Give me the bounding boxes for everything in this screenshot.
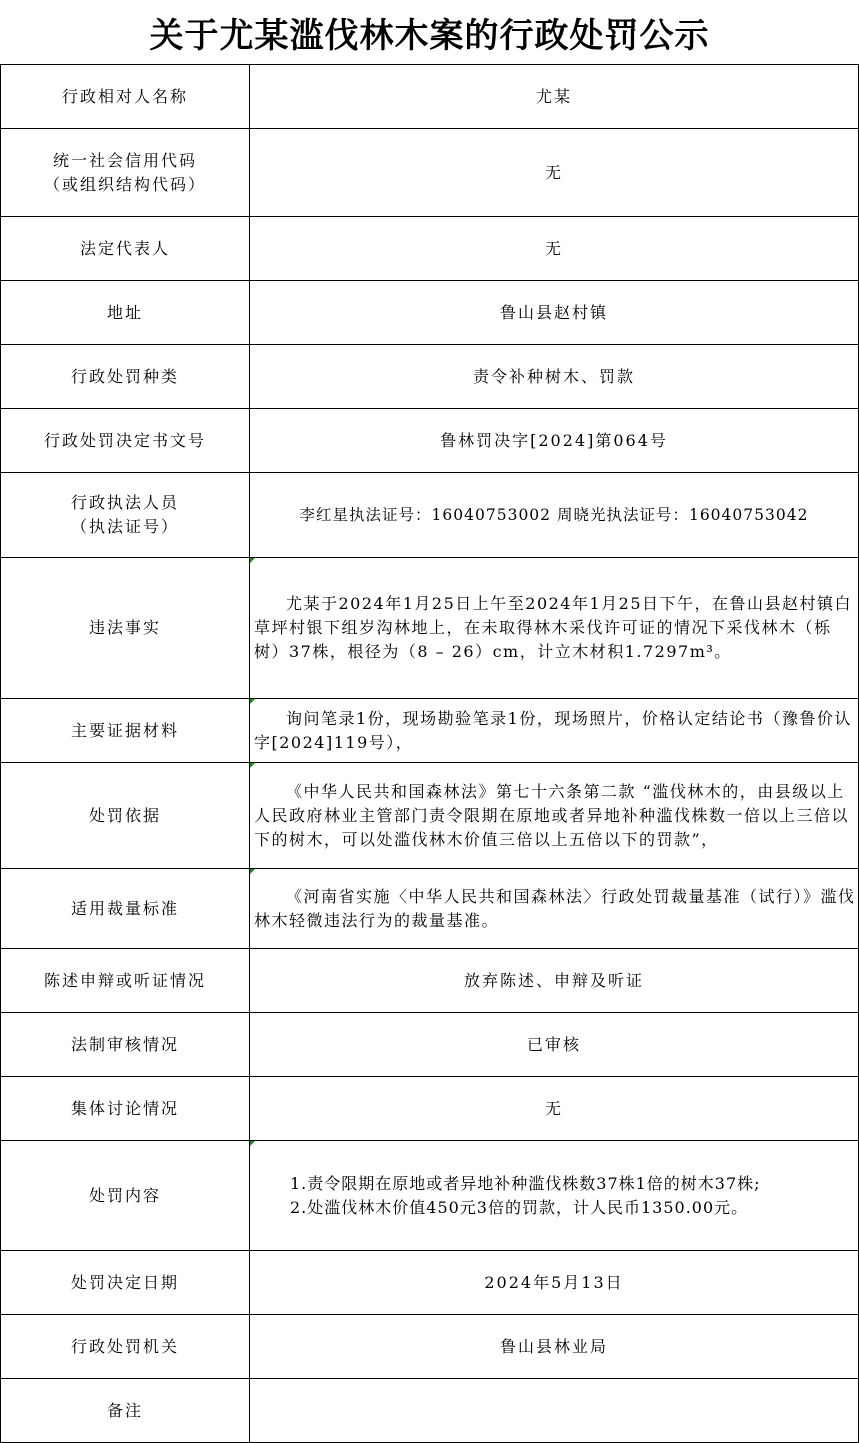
row-value: 责令补种树木、罚款 [250,345,859,409]
table-row [1,1251,859,1315]
row-label: 法定代表人 [1,217,250,281]
row-label-line: （执法证号） [70,517,179,536]
table-row [1,869,859,949]
row-value: 鲁山县赵村镇 [250,281,859,345]
row-value [250,1379,859,1443]
table-row [1,1379,859,1443]
table-row [1,1077,859,1141]
table-row [1,763,859,869]
row-label: 陈述申辩或听证情况 [1,949,250,1013]
row-value: 已审核 [250,1013,859,1077]
row-value: 询问笔录1份，现场勘验笔录1份，现场照片，价格认定结论书（豫鲁价认字[2024]119号）， [250,699,859,763]
row-label [1,129,250,217]
table-row [1,409,859,473]
row-label: 备注 [1,1379,250,1443]
row-value: 无 [250,1077,859,1141]
row-label: 处罚依据 [1,763,250,869]
row-label: 违法事实 [1,558,250,699]
row-value: 李红星执法证号：16040753002 周晓光执法证号：16040753042 [250,473,859,558]
table-row [1,1013,859,1077]
penalty-item: 2.处滥伐林木价值450元3倍的罚款，计人民币1350.00元。 [290,1197,749,1217]
row-label: 行政相对人名称 [1,65,250,129]
table-row [1,1315,859,1379]
row-label [1,473,250,558]
row-label: 适用裁量标准 [1,869,250,949]
row-value: 尤某于2024年1月25日上午至2024年1月25日下午，在鲁山县赵村镇白草坪村银下组岁沟林地上，在未取得林木采伐许可证的情况下采伐林木（栎树）37株，根径为（8 – 26）cm，计立木材积1.7297m³。 [250,558,859,699]
row-label-line: （或组织结构代码） [43,174,206,194]
row-label: 法制审核情况 [1,1013,250,1077]
table-row [1,699,859,763]
table-row [1,129,859,217]
row-label: 行政处罚决定书文号 [1,409,250,473]
row-label: 行政处罚机关 [1,1315,250,1379]
row-value: 放弃陈述、申辩及听证 [250,949,859,1013]
penalty-info-table [0,64,859,1443]
table-row [1,345,859,409]
row-value [250,1141,859,1251]
row-label: 处罚决定日期 [1,1251,250,1315]
row-value: 《中华人民共和国森林法》第七十六条第二款 “滥伐林木的，由县级以上人民政府林业主管部门责令限期在原地或者异地补种滥伐株数一倍以上三倍以下的树木，可以处滥伐林木价值三倍以上五倍以下的罚款”， [250,763,859,869]
table-row [1,217,859,281]
table-row [1,473,859,558]
table-row [1,281,859,345]
row-label-line: 行政执法人员 [70,493,179,512]
row-value: 尤某 [250,65,859,129]
row-label: 主要证据材料 [1,699,250,763]
row-value: 无 [250,217,859,281]
row-label: 地址 [1,281,250,345]
row-value: 《河南省实施〈中华人民共和国森林法〉行政处罚裁量基准（试行）》滥伐林木轻微违法行为的裁量基准。 [250,869,859,949]
page-title: 关于尤某滥伐林木案的行政处罚公示 [149,15,710,56]
row-value: 鲁山县林业局 [250,1315,859,1379]
row-label: 处罚内容 [1,1141,250,1251]
row-value: 2024年5月13日 [250,1251,859,1315]
table-row [1,1141,859,1251]
row-value: 无 [250,129,859,217]
row-label: 集体讨论情况 [1,1077,250,1141]
table-row [1,558,859,699]
row-value: 鲁林罚决字[2024]第064号 [250,409,859,473]
penalty-item: 1.责令限期在原地或者异地补种滥伐株数37株1倍的树木37株; [290,1173,761,1193]
table-row [1,949,859,1013]
row-label: 行政处罚种类 [1,345,250,409]
table-row [1,65,859,129]
row-label-line: 统一社会信用代码 [52,150,197,170]
